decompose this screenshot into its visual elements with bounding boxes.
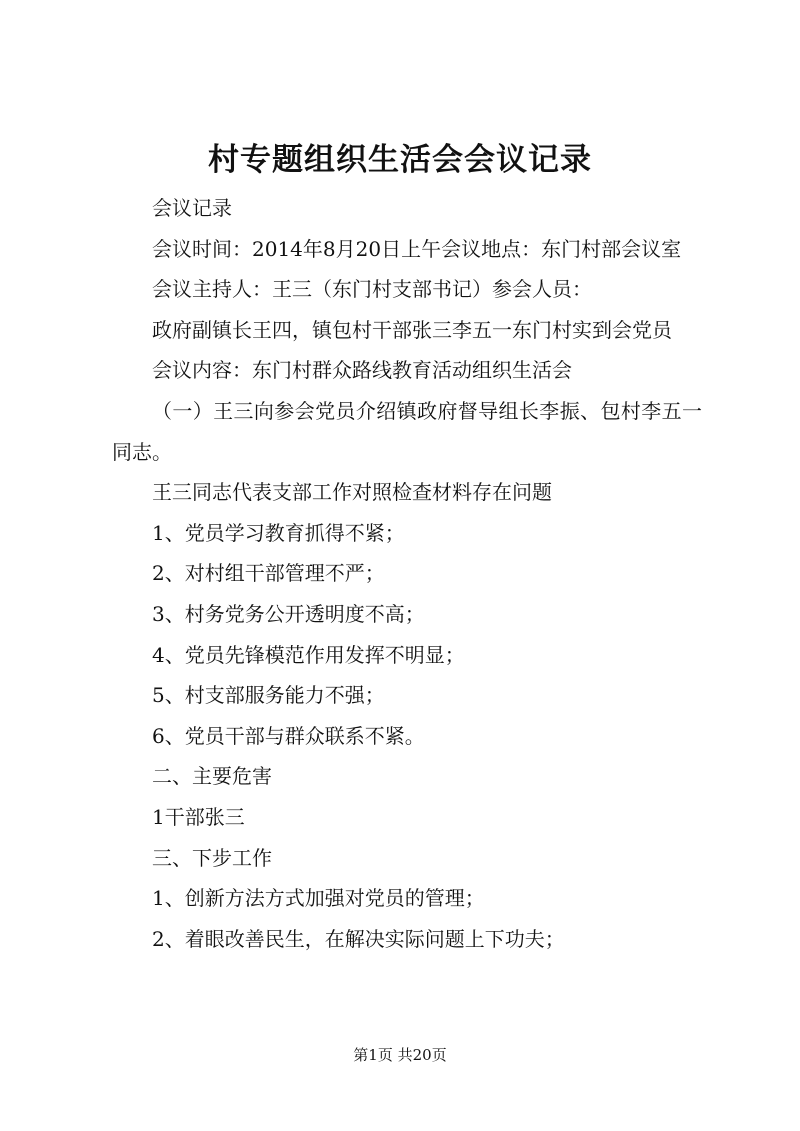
list-item-problem-4: 4、党员先锋模范作用发挥不明显； — [152, 642, 465, 667]
paragraph-problems-heading: 王三同志代表支部工作对照检查材料存在问题 — [152, 480, 552, 505]
paragraph-meeting-host: 会议主持人：王三（东门村支部书记）参会人员： — [152, 277, 592, 302]
list-item-harm-1: 1干部张三 — [152, 804, 245, 829]
paragraph-introduction: （一）王三向参会党员介绍镇政府督导组长李振、包村李五一同志。 — [112, 398, 702, 464]
list-item-problem-3: 3、村务党务公开透明度不高； — [152, 601, 425, 626]
document-body — [112, 188, 702, 959]
paragraph-attendees: 政府副镇长王四，镇包村干部张三李五一东门村实到会党员 — [152, 317, 672, 342]
paragraph-record-heading: 会议记录 — [152, 196, 232, 220]
page-footer: 第1页 共20页 — [353, 1046, 447, 1064]
list-item-problem-2: 2、对村组干部管理不严； — [152, 561, 385, 586]
list-item-next-step-1: 1、创新方法方式加强对党员的管理； — [152, 886, 485, 911]
list-item-problem-5: 5、村支部服务能力不强； — [152, 683, 385, 708]
list-item-problem-6: 6、党员干部与群众联系不紧。 — [152, 723, 425, 748]
section-heading-harm: 二、主要危害 — [152, 764, 272, 789]
paragraph-meeting-time-location: 会议时间：2014年8月20日上午会议地点：东门村部会议室 — [152, 236, 682, 261]
list-item-next-step-2: 2、着眼改善民生，在解决实际问题上下功夫； — [152, 926, 565, 951]
document-title: 村专题组织生活会会议记录 — [208, 142, 592, 178]
section-heading-next-steps: 三、下步工作 — [152, 845, 272, 870]
list-item-problem-1: 1、党员学习教育抓得不紧； — [152, 520, 405, 545]
paragraph-meeting-content: 会议内容：东门村群众路线教育活动组织生活会 — [152, 358, 572, 383]
